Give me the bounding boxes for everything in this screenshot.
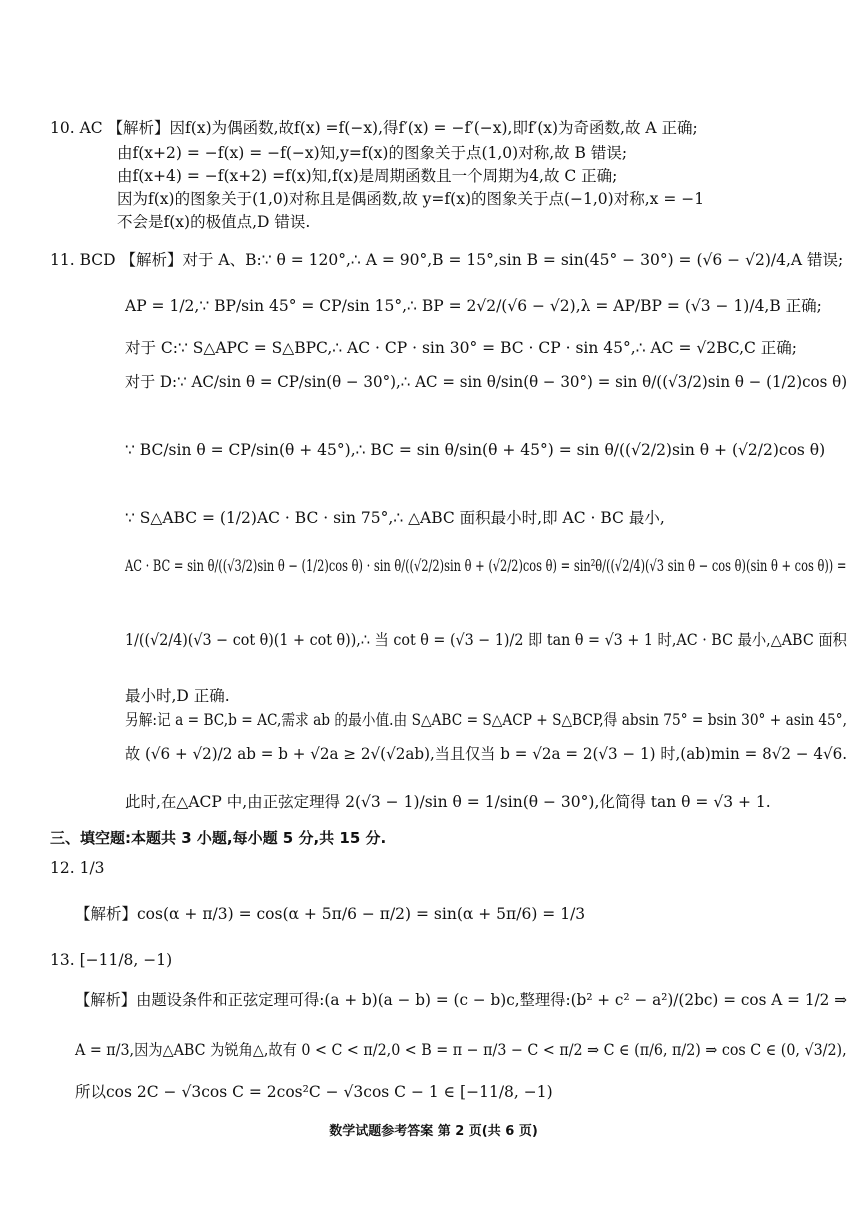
answer-line-q13-l1: 13. [−11/8, −1) — [50, 951, 173, 969]
answer-line-q12-l2: 【解析】cos(α + π/3) = cos(α + 5π/6 − π/2) = sin(α + 5π/6) = 1/3 — [75, 905, 586, 923]
answer-line-q11-l5: ∵ BC/sin θ = CP/sin(θ + 45°),∴ BC = sin θ/sin(θ + 45°) = sin θ/((√2/2)sin θ + (√2/2)cos θ) — [125, 441, 826, 459]
answer-line-q13-l2: 【解析】由题设条件和正弦定理可得:(a + b)(a − b) = (c − b)c,整理得:(b² + c² − a²)/(2bc) = cos A = 1/2 ⇒ — [75, 991, 848, 1009]
answer-line-q10-l2: 由f(x+2) = −f(x) = −f(−x)知,y=f(x)的图象关于点(1,0)对称,故 B 错误; — [117, 144, 628, 162]
answer-line-q11-l10: 另解:记 a = BC,b = AC,需求 ab 的最小值.由 S△ABC = S△ACP + S△BCP,得 absin 75° = bsin 30° + asin 45°, — [125, 711, 847, 729]
answer-line-q11-l8: 1/((√2/4)(√3 − cot θ)(1 + cot θ)),∴ 当 cot θ = (√3 − 1)/2 即 tan θ = √3 + 1 时,AC · BC 最小,△ABC 面积 — [125, 631, 847, 649]
answer-line-q10-l4: 因为f(x)的图象关于(1,0)对称且是偶函数,故 y=f(x)的图象关于点(−1,0)对称,x = −1 — [117, 190, 705, 208]
answer-line-q11-l11: 故 (√6 + √2)/2 ab = b + √2a ≥ 2√(√2ab),当且仅当 b = √2a = 2(√3 − 1) 时,(ab)min = 8√2 − 4√6. — [125, 745, 848, 763]
answer-line-sec3: 三、填空题:本题共 3 小题,每小题 5 分,共 15 分. — [50, 829, 387, 847]
answer-line-q11-l12: 此时,在△ACP 中,由正弦定理得 2(√3 − 1)/sin θ = 1/sin(θ − 30°),化简得 tan θ = √3 + 1. — [125, 793, 771, 811]
answer-line-q12-l1: 12. 1/3 — [50, 859, 105, 877]
answer-line-q11-l6: ∵ S△ABC = (1/2)AC · BC · sin 75°,∴ △ABC 面积最小时,即 AC · BC 最小, — [125, 509, 665, 527]
answer-line-q11-l7: AC · BC = sin θ/((√3/2)sin θ − (1/2)cos θ) · sin θ/((√2/2)sin θ + (√2/2)cos θ) = sin²θ/((√2/4)(√3 sin θ − cos θ)(sin θ + cos θ)) = — [125, 557, 847, 575]
answer-line-q13-l3: A = π/3,因为△ABC 为锐角△,故有 0 < C < π/2,0 < B = π − π/3 − C < π/2 ⇒ C ∈ (π/6, π/2) ⇒ cos C ∈ (0, √3/2), — [75, 1041, 847, 1059]
answer-line-q11-l1: 11. BCD 【解析】对于 A、B:∵ θ = 120°,∴ A = 90°,B = 15°,sin B = sin(45° − 30°) = (√6 − √2)/4,A 错误; — [50, 251, 844, 269]
answer-line-q10-l3: 由f(x+4) = −f(x+2) =f(x)知,f(x)是周期函数且一个周期为4,故 C 正确; — [117, 167, 618, 185]
page-footer: 数学试题参考答案 第 2 页(共 6 页) — [329, 1124, 538, 1139]
answer-line-q11-l3: 对于 C:∵ S△APC = S△BPC,∴ AC · CP · sin 30° = BC · CP · sin 45°,∴ AC = √2BC,C 正确; — [125, 339, 798, 357]
answer-line-q10-l5: 不会是f(x)的极值点,D 错误. — [117, 213, 311, 231]
answer-line-q11-l4: 对于 D:∵ AC/sin θ = CP/sin(θ − 30°),∴ AC = sin θ/sin(θ − 30°) = sin θ/((√3/2)sin θ − (1/2)cos θ) — [125, 373, 848, 391]
answer-line-q10-l1: 10. AC 【解析】因f(x)为偶函数,故f(x) =f(−x),得f′(x) = −f′(−x),即f′(x)为奇函数,故 A 正确; — [50, 119, 698, 137]
answer-line-q13-l4: 所以cos 2C − √3cos C = 2cos²C − √3cos C − 1 ∈ [−11/8, −1) — [75, 1083, 553, 1101]
answer-line-q11-l2: AP = 1/2,∵ BP/sin 45° = CP/sin 15°,∴ BP = 2√2/(√6 − √2),λ = AP/BP = (√3 − 1)/4,B 正确; — [125, 297, 822, 315]
answer-line-q11-l9: 最小时,D 正确. — [125, 687, 230, 705]
